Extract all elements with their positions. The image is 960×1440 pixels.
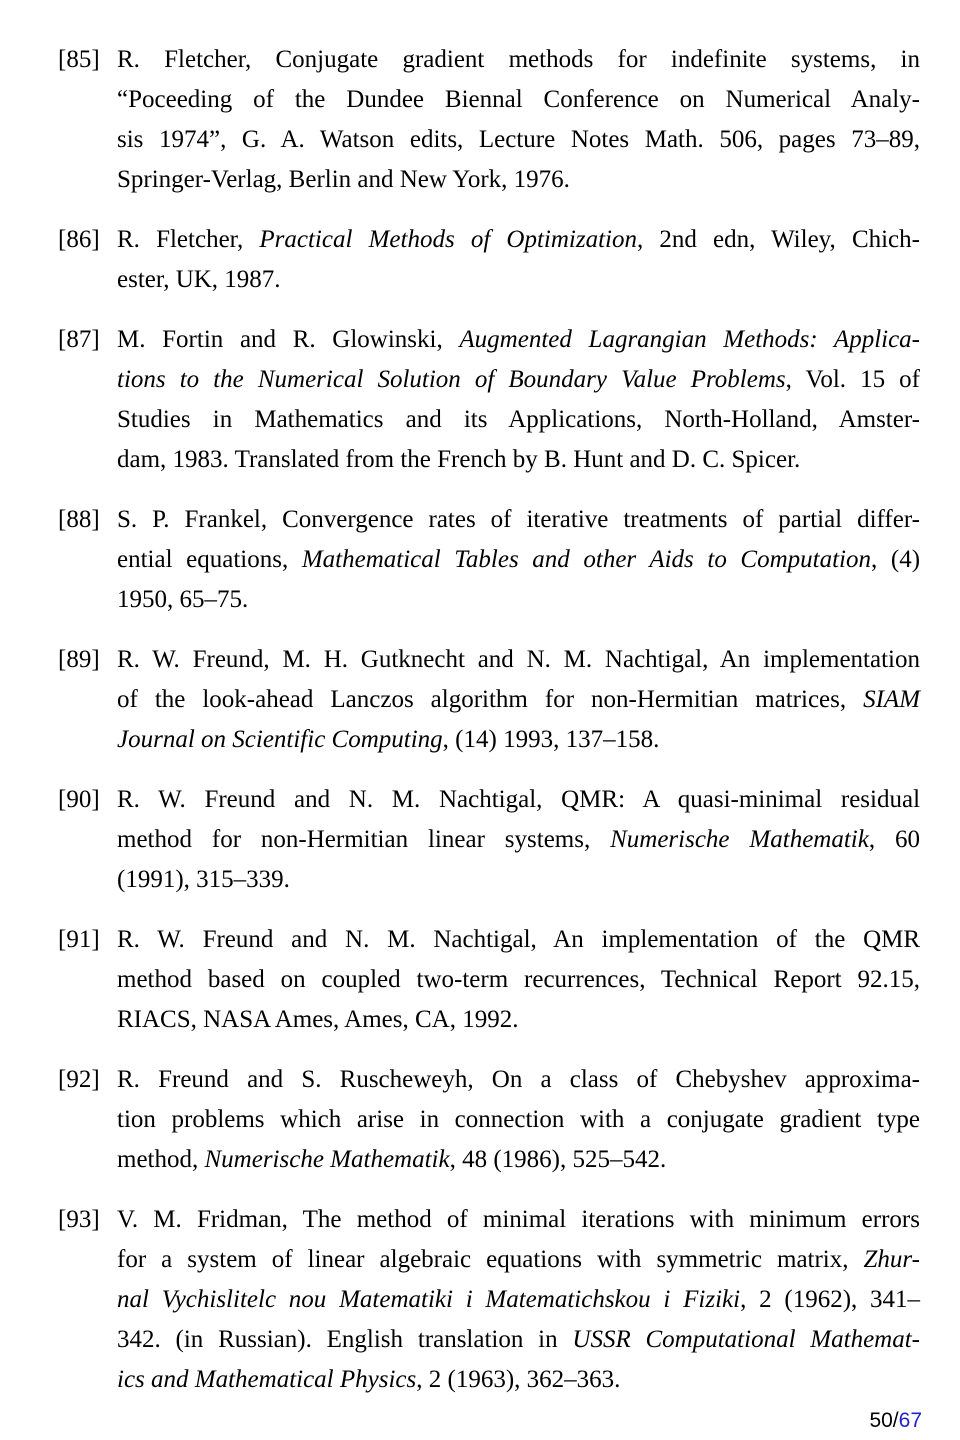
reference-body (117, 500, 920, 620)
reference-line: Studies in Mathematics and its Applications, North-Holland, Amster- (117, 406, 921, 433)
reference-label: [90] (58, 786, 100, 813)
reference-line: R. W. Freund, M. H. Gutknecht and N. M. Nachtigal, An implementation (117, 646, 920, 673)
reference-line: ential equations, Mathematical Tables and other Aids to Computation, (4) (117, 546, 921, 573)
reference-line: V. M. Fridman, The method of minimal iterations with minimum errors (117, 1206, 920, 1233)
page-footer (869, 1410, 922, 1431)
page-number-current: 50 (869, 1409, 893, 1432)
reference-label: [88] (58, 506, 100, 533)
reference-line: R. W. Freund and N. M. Nachtigal, An implementation of the QMR (117, 926, 921, 953)
reference-line: R. Fletcher, Conjugate gradient methods for indefinite systems, in (117, 46, 920, 73)
reference-item (58, 40, 920, 200)
reference-body (117, 780, 920, 900)
reference-body (117, 220, 920, 300)
reference-label: [85] (58, 46, 100, 73)
reference-line: “Poceeding of the Dundee Biennal Conference on Numerical Analy- (117, 86, 920, 113)
reference-label: [91] (58, 926, 100, 953)
page-number-total-link[interactable]: 67 (898, 1409, 922, 1432)
reference-item (58, 920, 920, 1040)
reference-line: Journal on Scientific Computing, (14) 1993, 137–158. (117, 726, 660, 753)
reference-item (58, 500, 920, 620)
reference-line: for a system of linear algebraic equations with symmetric matrix, Zhur- (117, 1246, 920, 1273)
reference-line: tions to the Numerical Solution of Boundary Value Problems, Vol. 15 of (117, 366, 921, 393)
reference-item (58, 1200, 920, 1400)
reference-line: sis 1974”, G. A. Watson edits, Lecture Notes Math. 506, pages 73–89, (117, 126, 920, 153)
reference-body (117, 1060, 920, 1180)
reference-label: [93] (58, 1206, 100, 1233)
reference-line: M. Fortin and R. Glowinski, Augmented Lagrangian Methods: Applica- (117, 326, 921, 353)
reference-line: R. Freund and S. Ruscheweyh, On a class of Chebyshev approxima- (117, 1066, 920, 1093)
reference-label: [92] (58, 1066, 100, 1093)
reference-body (117, 640, 920, 760)
reference-line: (1991), 315–339. (117, 866, 290, 893)
reference-line: S. P. Frankel, Convergence rates of iterative treatments of partial differ- (117, 506, 920, 533)
reference-line: R. Fletcher, Practical Methods of Optimization, 2nd edn, Wiley, Chich- (117, 226, 920, 253)
reference-body (117, 40, 920, 200)
reference-body (117, 320, 920, 480)
reference-line: tion problems which arise in connection with a conjugate gradient type (117, 1106, 921, 1133)
reference-list (58, 40, 920, 1420)
reference-line: method based on coupled two-term recurrences, Technical Report 92.15, (117, 966, 920, 993)
reference-line: of the look-ahead Lanczos algorithm for non-Hermitian matrices, SIAM (117, 686, 921, 713)
reference-line: 1950, 65–75. (117, 586, 249, 613)
page-number-separator: / (892, 1409, 899, 1432)
reference-item (58, 220, 920, 300)
reference-line: method for non-Hermitian linear systems, Numerische Mathematik, 60 (117, 826, 920, 853)
reference-line: Springer-Verlag, Berlin and New York, 1976. (117, 166, 570, 193)
reference-line: ester, UK, 1987. (117, 266, 281, 293)
reference-label: [86] (58, 226, 100, 253)
reference-body (117, 920, 920, 1040)
reference-body (117, 1200, 920, 1400)
reference-line: RIACS, NASA Ames, Ames, CA, 1992. (117, 1006, 519, 1033)
reference-line: R. W. Freund and N. M. Nachtigal, QMR: A quasi-minimal residual (117, 786, 921, 813)
reference-line: ics and Mathematical Physics, 2 (1963), 362–363. (117, 1366, 621, 1393)
reference-item (58, 320, 920, 480)
reference-line: nal Vychislitelc nou Matematiki i Matematichskou i Fiziki, 2 (1962), 341– (117, 1286, 921, 1313)
reference-label: [87] (58, 326, 100, 353)
reference-item (58, 640, 920, 760)
reference-item (58, 1060, 920, 1180)
reference-item (58, 780, 920, 900)
reference-label: [89] (58, 646, 100, 673)
reference-line: 342. (in Russian). English translation in USSR Computational Mathemat- (117, 1326, 921, 1353)
reference-line: method, Numerische Mathematik, 48 (1986), 525–542. (117, 1146, 667, 1173)
reference-line: dam, 1983. Translated from the French by B. Hunt and D. C. Spicer. (117, 446, 801, 473)
